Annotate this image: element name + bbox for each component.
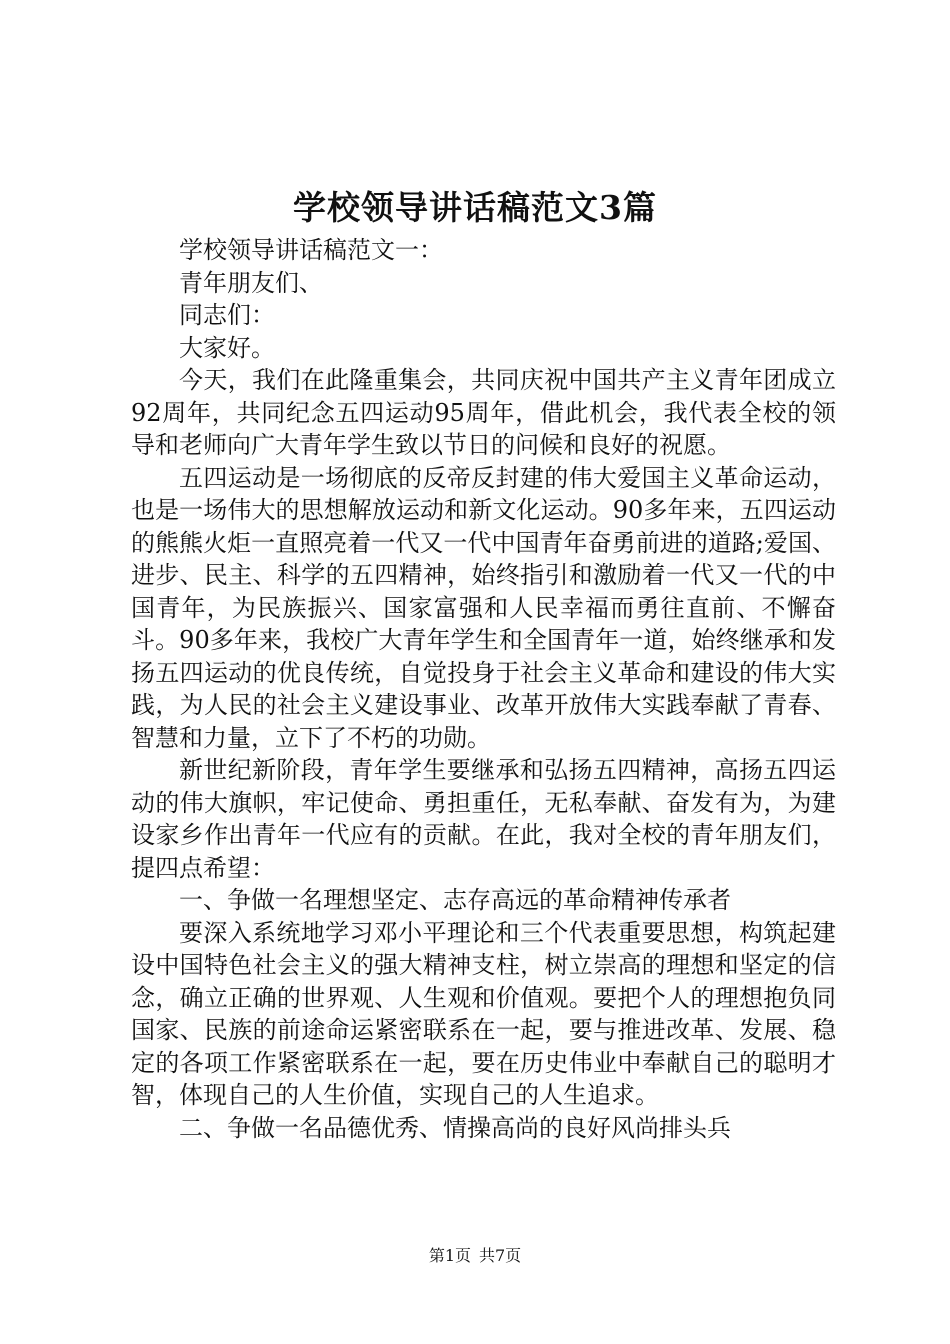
paragraph: 新世纪新阶段，青年学生要继承和弘扬五四精神，高扬五四运动的伟大旗帜，牢记使命、勇担重任，无私奉献、奋发有为，为建设家乡作出青年一代应有的贡献。在此，我对全校的青年朋友们，提四点希望： <box>131 756 836 882</box>
paragraph: 一、争做一名理想坚定、志存高远的革命精神传承者 <box>179 886 731 914</box>
paragraph: 今天，我们在此隆重集会，共同庆祝中国共产主义青年团成立92周年，共同纪念五四运动95周年，借此机会，我代表全校的领导和老师向广大青年学生致以节日的问候和良好的祝愿。 <box>131 366 836 459</box>
paragraph: 大家好。 <box>179 333 275 362</box>
paragraph: 二、争做一名品德优秀、情操高尚的良好风尚排头兵 <box>179 1113 731 1142</box>
paragraph: 五四运动是一场彻底的反帝反封建的伟大爱国主义革命运动，也是一场伟大的思想解放运动和新文化运动。90多年来，五四运动的熊熊火炬一直照亮着一代又一代中国青年奋勇前进的道路;爱国、进步、民主、科学的五四精神，始终指引和激励着一代又一代的中国青年，为民族振兴、国家富强和人民幸福而勇往直前、不懈奋斗。90多年来，我校广大青年学生和全国青年一道，始终继承和发扬五四运动的优良传统，自觉投身于社会主义革命和建设的伟大实践，为人民的社会主义建设事业、改革开放伟大实践奉献了青春、智慧和力量，立下了不朽的功勋。 <box>131 463 836 752</box>
page-number: 第1页 <box>428 1246 471 1265</box>
paragraph: 同志们： <box>179 301 275 329</box>
paragraph: 青年朋友们、 <box>179 268 323 297</box>
document-body <box>131 234 836 1144</box>
paragraph: 要深入系统地学习邓小平理论和三个代表重要思想，构筑起建设中国特色社会主义的强大精神支柱，树立崇高的理想和坚定的信念，确立正确的世界观、人生观和价值观。要把个人的理想抱负同国家、民族的前途命运紧密联系在一起，要与推进改革、发展、稳定的各项工作紧密联系在一起，要在历史伟业中奉献自己的聪明才智，体现自己的人生价值，实现自己的人生追求。 <box>131 918 836 1109</box>
document-title: 学校领导讲话稿范文3篇 <box>293 188 657 227</box>
page-footer <box>0 1245 950 1267</box>
page-total: 共7页 <box>479 1246 522 1265</box>
paragraph: 学校领导讲话稿范文一： <box>179 236 443 264</box>
